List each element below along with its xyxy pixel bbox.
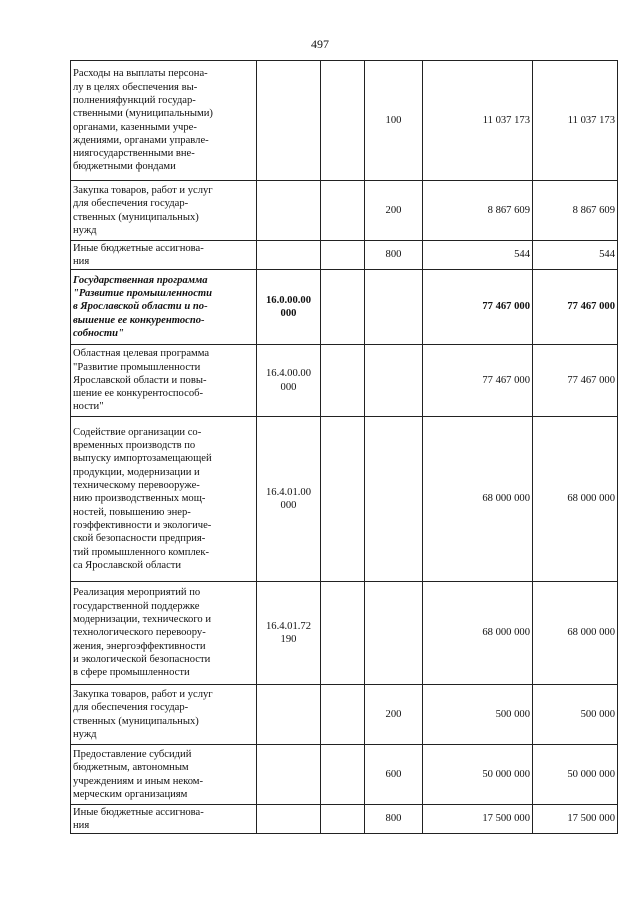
empty-cell bbox=[321, 181, 365, 241]
item-name-text: Расходы на выплаты персона- лу в целях обеспечения вы- полненияфункций государ- ственными (муниципальными) органами, казенными учре- ждениями, органами управле- ниягосударственными вне- бюджетными фондами bbox=[73, 68, 213, 173]
empty-cell bbox=[321, 685, 365, 745]
item-name-text: Реализация мероприятий по государственной поддержке модернизации, технического и технологического перевоору- жения, энергоэффективности и экологической безопасности в сфере промышленности bbox=[73, 587, 212, 679]
item-name-text: Предоставление субсидий бюджетным, автономным учреждениям и иным неком- мерческим организациям bbox=[73, 748, 204, 800]
item-name-text: Закупка товаров, работ и услуг для обеспечения государ- ственных (муниципальных) нужд bbox=[73, 184, 213, 236]
table-row bbox=[71, 685, 618, 745]
item-name-text: Областная целевая программа "Развитие промышленности Ярославской области и повы- шение ее конкурентоспособ- ности" bbox=[73, 348, 210, 413]
table-row bbox=[71, 61, 618, 181]
empty-cell bbox=[321, 241, 365, 270]
amount-year1-cell: 17 500 000 bbox=[423, 805, 533, 834]
expense-type-cell bbox=[365, 270, 423, 345]
item-name-cell bbox=[71, 181, 257, 241]
table-row bbox=[71, 582, 618, 685]
target-code-text: 16.4.01.00 000 bbox=[265, 486, 312, 511]
item-name-text: Иные бюджетные ассигнова- ния bbox=[73, 242, 204, 267]
item-name-text: Иные бюджетные ассигнова- ния bbox=[73, 806, 204, 831]
target-code-cell bbox=[257, 181, 321, 241]
item-name-cell bbox=[71, 270, 257, 345]
target-code-cell bbox=[257, 61, 321, 181]
target-code-cell bbox=[257, 582, 321, 685]
amount-year1-cell: 77 467 000 bbox=[423, 270, 533, 345]
item-name-text: Закупка товаров, работ и услуг для обеспечения государ- ственных (муниципальных) нужд bbox=[73, 688, 213, 740]
amount-year2-cell: 50 000 000 bbox=[533, 745, 618, 805]
table-row bbox=[71, 270, 618, 345]
item-name-cell bbox=[71, 61, 257, 181]
target-code-cell bbox=[257, 345, 321, 417]
table-row bbox=[71, 745, 618, 805]
amount-year2-cell: 544 bbox=[533, 241, 618, 270]
table-row bbox=[71, 805, 618, 834]
expense-type-cell: 800 bbox=[365, 241, 423, 270]
amount-year2-cell: 11 037 173 bbox=[533, 61, 618, 181]
item-name-cell bbox=[71, 582, 257, 685]
amount-year1-cell: 68 000 000 bbox=[423, 417, 533, 582]
item-name-cell bbox=[71, 345, 257, 417]
empty-cell bbox=[321, 61, 365, 181]
target-code-cell bbox=[257, 241, 321, 270]
amount-year1-cell: 68 000 000 bbox=[423, 582, 533, 685]
empty-cell bbox=[321, 745, 365, 805]
target-code-cell bbox=[257, 417, 321, 582]
empty-cell bbox=[321, 417, 365, 582]
target-code-cell bbox=[257, 270, 321, 345]
item-name-cell bbox=[71, 745, 257, 805]
target-code-text: 16.4.00.00 000 bbox=[265, 368, 312, 393]
amount-year1-cell: 77 467 000 bbox=[423, 345, 533, 417]
item-name-cell bbox=[71, 241, 257, 270]
item-name-cell bbox=[71, 805, 257, 834]
empty-cell bbox=[321, 582, 365, 685]
amount-year1-cell: 11 037 173 bbox=[423, 61, 533, 181]
expense-type-cell bbox=[365, 417, 423, 582]
amount-year2-cell: 77 467 000 bbox=[533, 270, 618, 345]
amount-year2-cell: 17 500 000 bbox=[533, 805, 618, 834]
amount-year1-cell: 50 000 000 bbox=[423, 745, 533, 805]
expense-type-cell: 100 bbox=[365, 61, 423, 181]
table-row bbox=[71, 417, 618, 582]
amount-year1-cell: 500 000 bbox=[423, 685, 533, 745]
budget-table bbox=[70, 60, 618, 834]
expense-type-cell: 800 bbox=[365, 805, 423, 834]
amount-year2-cell: 68 000 000 bbox=[533, 582, 618, 685]
empty-cell bbox=[321, 805, 365, 834]
amount-year1-cell: 544 bbox=[423, 241, 533, 270]
page-number: 497 bbox=[311, 37, 329, 51]
table-row bbox=[71, 241, 618, 270]
expense-type-cell: 200 bbox=[365, 685, 423, 745]
empty-cell bbox=[321, 270, 365, 345]
target-code-text: 16.0.00.00 000 bbox=[265, 294, 312, 319]
amount-year2-cell: 500 000 bbox=[533, 685, 618, 745]
amount-year1-cell: 8 867 609 bbox=[423, 181, 533, 241]
table-row bbox=[71, 345, 618, 417]
budget-table-body bbox=[71, 61, 618, 834]
item-name-text: Содействие организации со- временных производств по выпуску импортозамещающей продукции, модернизации и техническому перевооруже- нию производственных мощ- ностей, повышению энер- гоэффективности и экологиче- ской безопасности предприя- тий промышленного комплек- са Ярославской области bbox=[73, 426, 212, 571]
amount-year2-cell: 8 867 609 bbox=[533, 181, 618, 241]
target-code-cell bbox=[257, 745, 321, 805]
item-name-cell bbox=[71, 417, 257, 582]
expense-type-cell bbox=[365, 582, 423, 685]
target-code-text: 16.4.01.72 190 bbox=[265, 620, 312, 645]
amount-year2-cell: 68 000 000 bbox=[533, 417, 618, 582]
item-name-text: Государственная программа "Развитие промышленности в Ярославской области и по- вышение ее конкурентоспо- собности" bbox=[73, 274, 213, 339]
amount-year2-cell: 77 467 000 bbox=[533, 345, 618, 417]
table-row bbox=[71, 181, 618, 241]
target-code-cell bbox=[257, 805, 321, 834]
expense-type-cell: 200 bbox=[365, 181, 423, 241]
expense-type-cell: 600 bbox=[365, 745, 423, 805]
item-name-cell bbox=[71, 685, 257, 745]
empty-cell bbox=[321, 345, 365, 417]
expense-type-cell bbox=[365, 345, 423, 417]
target-code-cell bbox=[257, 685, 321, 745]
